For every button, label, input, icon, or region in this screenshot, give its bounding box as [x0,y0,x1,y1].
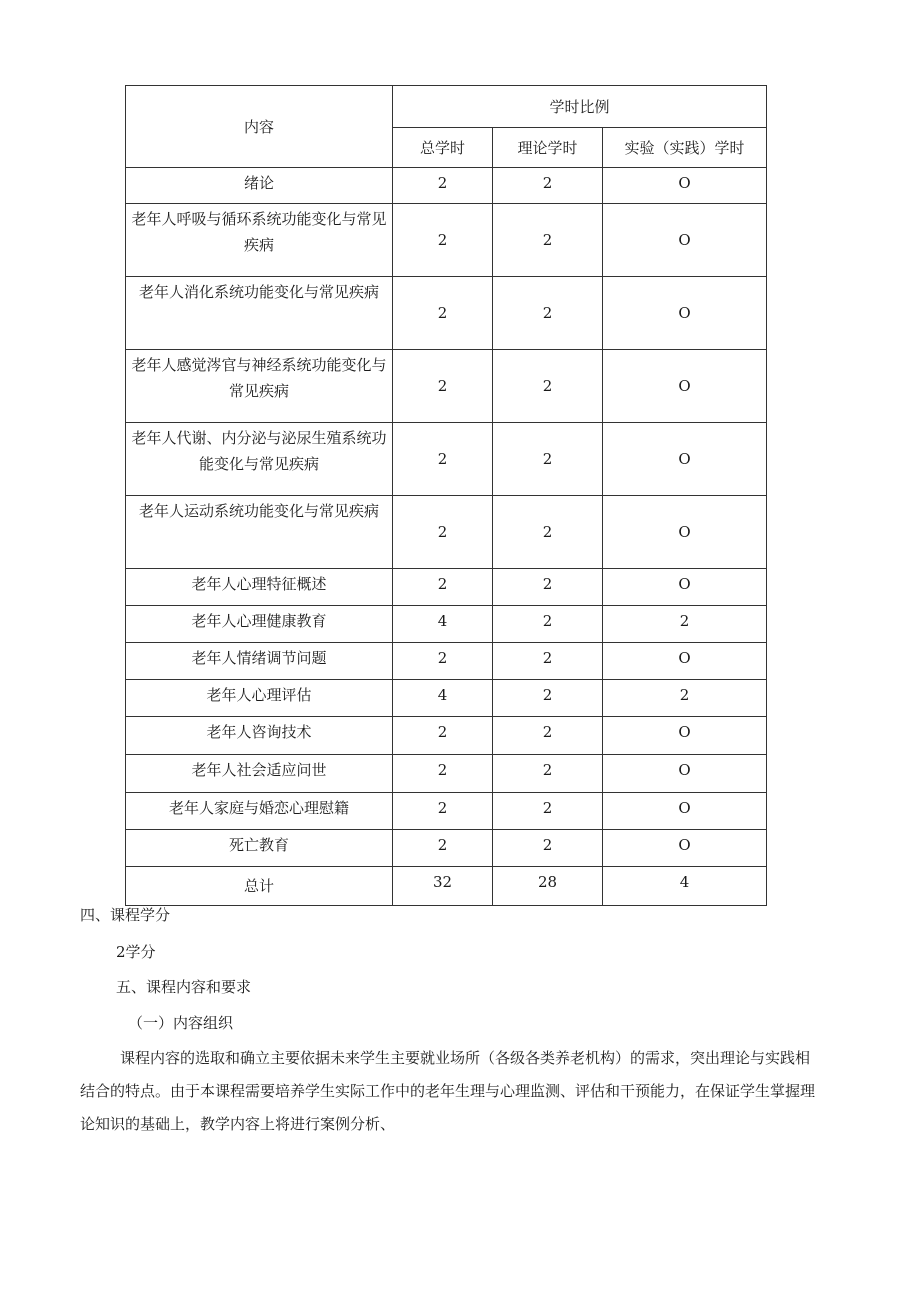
row-practice: O [603,793,767,830]
row-practice: O [603,350,767,423]
row-name: 老年人情绪调节问题 [126,643,393,680]
row-practice: O [603,277,767,350]
table-row [126,606,767,643]
header-practice-hours: 实验（实践）学时 [603,128,767,168]
content-heading: 五、课程内容和要求 [116,978,252,996]
row-name: 老年人咨询技术 [126,717,393,755]
row-theory: 2 [493,168,603,204]
table-row [126,569,767,606]
row-theory: 2 [493,755,603,793]
row-practice: O [603,830,767,867]
row-total: 2 [393,204,493,277]
table-row [126,643,767,680]
row-theory: 2 [493,204,603,277]
table-row [126,830,767,867]
row-total: 2 [393,569,493,606]
row-practice: O [603,496,767,569]
row-practice: 2 [603,680,767,717]
table-row [126,496,767,569]
row-theory: 2 [493,793,603,830]
table-row [126,717,767,755]
row-total: 4 [393,680,493,717]
total-theory-hours: 28 [493,867,603,906]
row-theory: 2 [493,277,603,350]
table-row [126,204,767,277]
credits-heading: 四、课程学分 [80,906,171,924]
header-content: 内容 [126,86,393,168]
total-practice-hours: 4 [603,867,767,906]
row-theory: 2 [493,350,603,423]
row-practice: O [603,423,767,496]
row-theory: 2 [493,830,603,867]
row-name: 老年人呼吸与循环系统功能变化与常见疾病 [126,204,393,277]
table-row [126,680,767,717]
row-name: 老年人心理健康教育 [126,606,393,643]
row-theory: 2 [493,569,603,606]
table-row [126,277,767,350]
row-name: 死亡教育 [126,830,393,867]
row-total: 2 [393,830,493,867]
row-total: 2 [393,717,493,755]
row-practice: O [603,204,767,277]
row-name: 老年人社会适应问世 [126,755,393,793]
row-total: 2 [393,755,493,793]
row-practice: O [603,643,767,680]
row-total: 2 [393,350,493,423]
row-practice: O [603,569,767,606]
row-name: 老年人消化系统功能变化与常见疾病 [126,277,393,350]
body-paragraph: 课程内容的选取和确立主要依据未来学生主要就业场所（各级各类养老机构）的需求，突出理论与实践相结合的特点。由于本课程需要培养学生实际工作中的老年生理与心理监测、评估和干预能力，在保证学生掌握理论知识的基础上，教学内容上将进行案例分析、 [80,1049,816,1133]
table-row [126,168,767,204]
header-ratio: 学时比例 [393,86,767,128]
row-total: 2 [393,423,493,496]
row-practice: O [603,168,767,204]
row-total: 2 [393,168,493,204]
total-total-hours: 32 [393,867,493,906]
table-row [126,755,767,793]
row-total: 2 [393,277,493,350]
row-total: 2 [393,496,493,569]
table-row [126,423,767,496]
row-total: 4 [393,606,493,643]
row-total: 2 [393,643,493,680]
row-name: 绪论 [126,168,393,204]
header-theory-hours: 理论学时 [493,128,603,168]
row-theory: 2 [493,423,603,496]
row-practice: O [603,717,767,755]
table-row [126,793,767,830]
row-theory: 2 [493,680,603,717]
row-name: 老年人家庭与婚恋心理慰籍 [126,793,393,830]
row-name: 老年人代谢、内分泌与泌尿生殖系统功能变化与常见疾病 [126,423,393,496]
table-row [126,350,767,423]
row-name: 老年人感觉涔官与神经系统功能变化与常见疾病 [126,350,393,423]
row-name: 老年人心理特征概述 [126,569,393,606]
row-practice: 2 [603,606,767,643]
row-theory: 2 [493,643,603,680]
course-hours-table [125,85,767,906]
credits-value: 2学分 [116,943,156,961]
sub-heading: （一）内容组织 [128,1014,234,1032]
row-name: 老年人心理评估 [126,680,393,717]
row-name: 老年人运动系统功能变化与常见疾病 [126,496,393,569]
row-theory: 2 [493,496,603,569]
row-theory: 2 [493,606,603,643]
total-label: 总计 [126,867,393,906]
row-total: 2 [393,793,493,830]
total-row [126,867,767,906]
header-total-hours: 总学时 [393,128,493,168]
row-practice: O [603,755,767,793]
row-theory: 2 [493,717,603,755]
